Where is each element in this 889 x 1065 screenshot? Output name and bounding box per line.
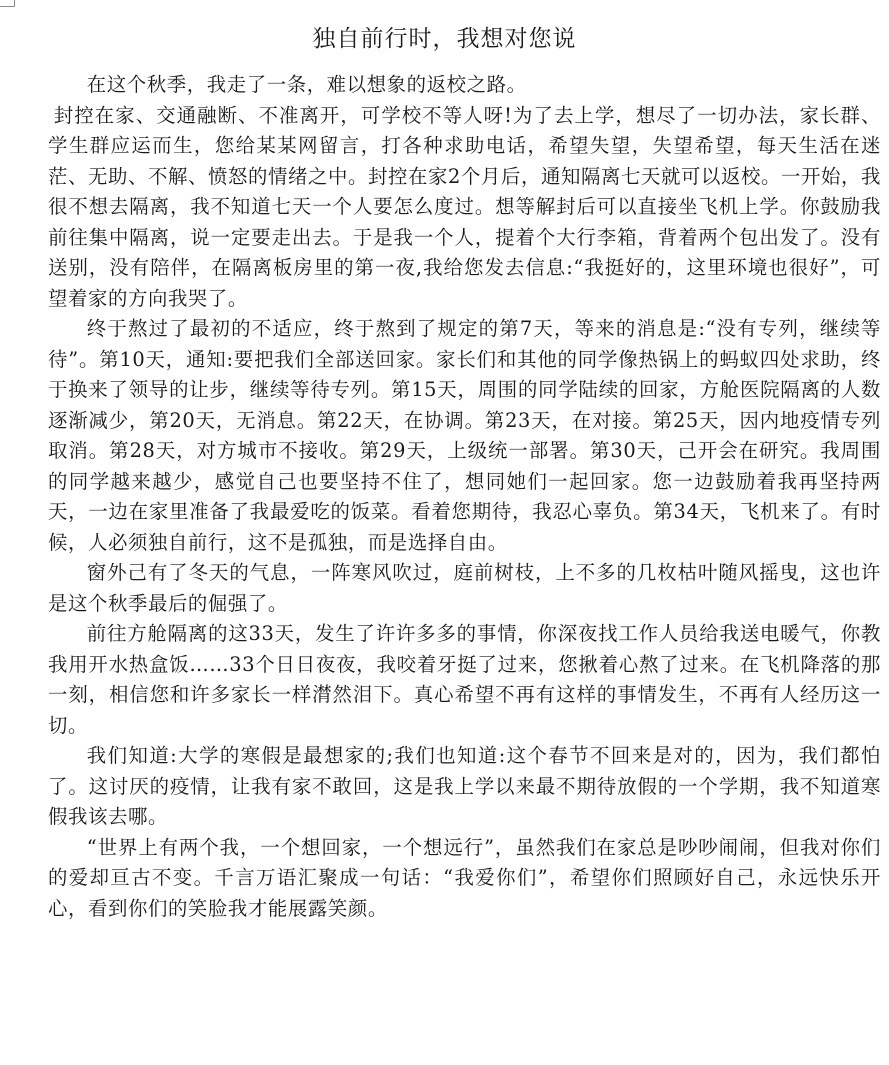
paragraph-winter: 窗外己有了冬天的气息，一阵寒风吹过，庭前树枝，上不多的几枚枯叶随风摇曳，这也许是这个秋季最后的倔强了。 bbox=[48, 561, 881, 615]
page-corner-mark bbox=[0, 0, 15, 7]
paragraph-opening: 在这个秋季，我走了一条，难以想象的返校之路。 bbox=[86, 73, 527, 96]
paragraph-closing: “世界上有两个我，一个想回家，一个想远行”，虽然我们在家总是吵吵闹闹，但我对你们的爱却亘古不变。千言万语汇聚成一句话：“我爱你们”，希望你们照顾好自己，永远快乐开心，看到你们的笑脸我才能展露笑颜。 bbox=[48, 835, 881, 920]
document-title: 独自前行时，我想对您说 bbox=[312, 26, 577, 52]
paragraph-winter-break: 我们知道:大学的寒假是最想家的;我们也知道:这个春节不回来是对的，因为，我们都怕了。这讨厌的疫情，让我有家不敢回，这是我上学以来最不期待放假的一个学期，我不知道寒假我该去哪。 bbox=[48, 744, 881, 828]
paragraph-lockdown: 封控在家、交通融断、不准离开，可学校不等人呀!为了去上学，想尽了一切办法，家长群、学生群应运而生，您给某某网留言，打各种求助电话，希望失望，失望希望，每天生活在迷茫、无助、不解、愤怒的情绪之中。封控在家2个月后，通知隔离七天就可以返校。一开始，我很不想去隔离，我不知道七天一个人要怎么度过。想等解封后可以直接坐飞机上学。你鼓励我前往集中隔离，说一定要走出去。于是我一个人，提着个大行李箱，背着两个包出发了。没有送别，没有陪伴，在隔离板房里的第一夜,我给您发去信息:“我挺好的，这里环境也很好”，可望着家的方向我哭了。 bbox=[48, 103, 881, 310]
document-body bbox=[48, 70, 881, 924]
paragraph-33-days: 前往方舱隔离的这33天，发生了许许多多的事情，你深夜找工作人员给我送电暖气，你教我用开水热盒饭……33个日日夜夜，我咬着牙挺了过来，您揪着心熬了过来。在飞机降落的那一刻，相信您和许多家长一样潸然泪下。真心希望不再有这样的事情发生，不再有人经历这一切。 bbox=[48, 622, 881, 737]
paragraph-waiting-days: 终于熬过了最初的不适应，终于熬到了规定的第7天，等来的消息是:“没有专列，继续等待”。第10天，通知:要把我们全部送回家。家长们和其他的同学像热锅上的蚂蚁四处求助，终于换来了领导的让步，继续等待专列。第15天，周围的同学陆续的回家，方舱医院隔离的人数逐渐减少，第20天，无消息。第22天，在协调。第23天，在对接。第25天，因内地疫情专列取消。第28天，对方城市不接收。第29天，上级统一部署。第30天，己开会在研究。我周围的同学越来越少，感觉自己也要坚持不住了，想同她们一起回家。您一边鼓励着我再坚持两天，一边在家里准备了我最爱吃的饭菜。看着您期待，我忍心辜负。第34天，飞机来了。有时候，人必须独自前行，这不是孤独，而是选择自由。 bbox=[48, 317, 881, 554]
